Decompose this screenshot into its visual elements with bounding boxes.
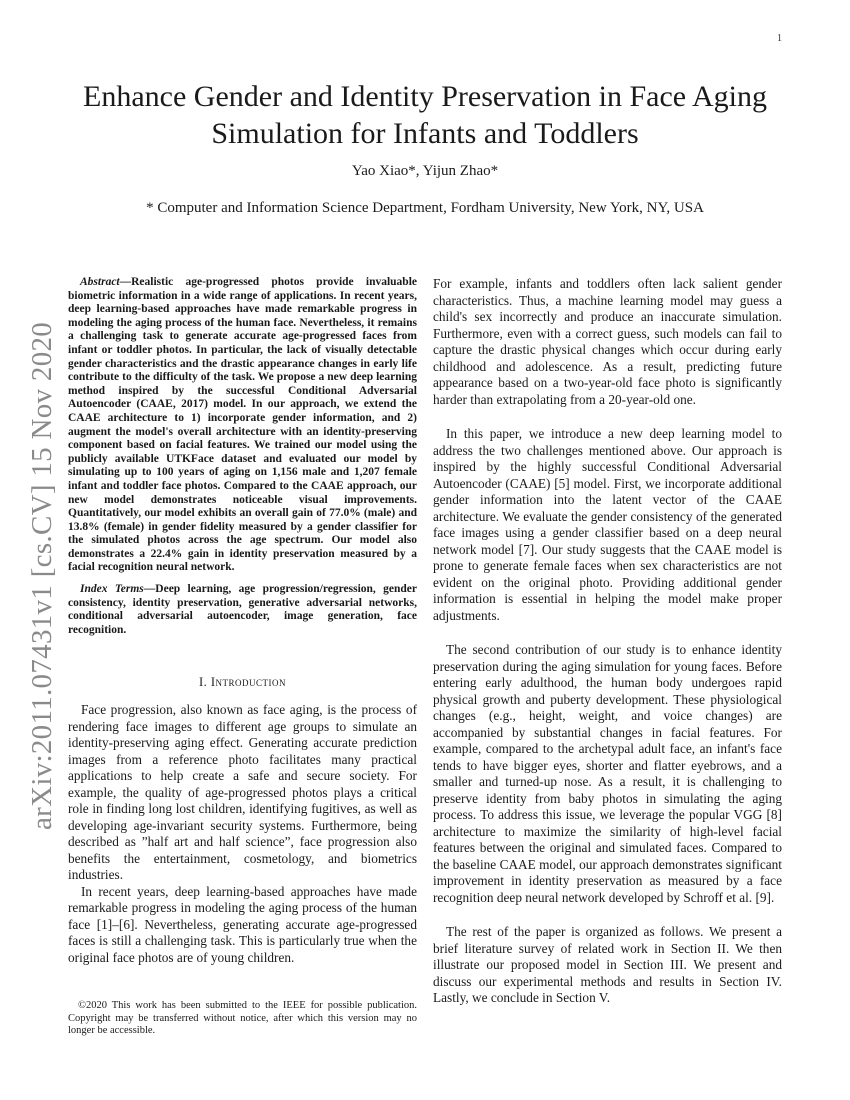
intro-paragraph-4: In this paper, we introduce a new deep learning model to address the two challenges mentioned above. Our approach is inspired by the highly successful Conditional Adversarial Autoencoder (CAAE) [5] model. First, we incorporate additional gender information into the latent vector of the CAAE architecture. We evaluate the gender consistency of the generated face images using a gender classifier based on a deep neural network model [7]. Our study suggests that the CAAE model is prone to generate female faces when sex characteristics are not evident on the original photo. Providing additional gender information is essential in helping the model make proper adjustments. bbox=[433, 426, 782, 623]
left-column bbox=[68, 276, 417, 966]
intro-paragraph-2: In recent years, deep learning-based approaches have made remarkable progress in modeling the aging process of the human face [1]–[6]. Nevertheless, generating accurate age-progressed faces is still a challenging task. This is particularly true when the original face photos are of young children. bbox=[68, 883, 417, 965]
index-terms-text: —Deep learning, age progression/regression, gender consistency, identity preservation, generative adversarial networks, conditional adversarial autoencoder, image generation, face recognition. bbox=[68, 583, 417, 636]
abstract bbox=[68, 276, 417, 575]
arxiv-identifier-stamp: arXiv:2011.07431v1 [cs.CV] 15 Nov 2020 bbox=[26, 321, 58, 830]
section-heading-introduction: I. Introduction bbox=[198, 675, 287, 690]
right-column bbox=[433, 276, 782, 1007]
intro-paragraph-3: For example, infants and toddlers often lack salient gender characteristics. Thus, a machine learning model may guess a child's sex incorrectly and produce an inaccurate simulation. Furthermore, even with a correct guess, such models can fail to capture the drastic physical changes which occur during early childhood and adolescence. As a result, predicting future appearance based on a two-year-old face photo is significantly harder than extrapolating from a 20-year-old one. bbox=[433, 276, 782, 407]
intro-paragraph-5: The second contribution of our study is to enhance identity preservation during the aging simulation for young faces. Before entering early adulthood, the human body undergoes rapid physical growth and puberty development. These physiological changes (e.g., height, weight, and voice changes) are accompanied by substantial changes in facial features. For example, compared to the archetypal adult face, an infant's face tends to have bigger eyes, shorter and flatter eyebrows, and a smaller and turned-up nose. As a result, it is challenging to preserve identity from baby photos in simulating the aging process. To address this issue, we leverage the popular VGG [8] architecture to maximize the similarity of high-level facial features between the original and simulated faces. Compared to the baseline CAAE model, our approach demonstrates significant improvement in identity preservation as measured by a face recognition deep neural network developed by Schroff et al. [9]. bbox=[433, 642, 782, 905]
paper-title: Enhance Gender and Identity Preservation in Face Aging Simulation for Infants and Toddlers bbox=[83, 80, 767, 150]
page-number: 1 bbox=[777, 33, 782, 44]
intro-paragraph-1: Face progression, also known as face aging, is the process of rendering face images to different age groups to simulate an identity-preserving aging effect. Generating accurate prediction images from a reference photo facilitates many practical applications to help create a safe and secure society. For example, the quality of age-progressed photos plays a critical role in finding long lost children, identifying fugitives, as well as developing age-invariant security systems. Furthermore, being described as ”half art and half science”, face progression also benefits the entertainment, cosmetology, and biometrics industries. bbox=[68, 702, 417, 883]
author-list: Yao Xiao*, Yijun Zhao* bbox=[351, 163, 499, 179]
copyright-footnote: ©2020 This work has been submitted to the IEEE for possible publication. Copyright may be transferred without notice, after which this version may no longer be accessible. bbox=[68, 1000, 417, 1036]
abstract-text: —Realistic age-progressed photos provide invaluable biometric information in a wide range of applications. In recent years, deep learning-based approaches have made remarkable progress in modeling the aging process of the human face. Nevertheless, it remains a challenging task to generate accurate age-progressed faces from infant or toddler photos. In particular, the lack of visually detectable gender characteristics and the drastic appearance changes in early life contribute to the difficulty of the task. We propose a new deep learning method inspired by the successful Conditional Adversarial Autoencoder (CAAE, 2017) model. In our approach, we extend the CAAE architecture to 1) incorporate gender information, and 2) augment the model's overall architecture with an identity-preserving component based on facial features. We trained our model using the publicly available UTKFace dataset and evaluated our model by simulating up to 100 years of aging on 1,156 male and 1,207 female infant and toddler face photos. Compared to the CAAE approach, our new model demonstrates noticeable visual improvements. Quantitatively, our model exhibits an overall gain of 77.0% (male) and 13.8% (female) in gender fidelity measured by a gender classifier for the simulated photos across the age spectrum. Our model also demonstrates a 22.4% gain in identity preservation measured by a facial recognition neural network. bbox=[68, 276, 417, 574]
index-terms bbox=[68, 583, 417, 637]
abstract-label: Abstract bbox=[80, 276, 120, 288]
intro-paragraph-6: The rest of the paper is organized as follows. We present a brief literature survey of related work in Section II. We then illustrate our proposed model in Section III. We present and discuss our experimental methods and results in Section IV. Lastly, we conclude in Section V. bbox=[433, 924, 782, 1005]
author-affiliation: * Computer and Information Science Department, Fordham University, New York, NY, USA bbox=[146, 200, 704, 216]
index-terms-label: Index Terms bbox=[80, 583, 144, 596]
